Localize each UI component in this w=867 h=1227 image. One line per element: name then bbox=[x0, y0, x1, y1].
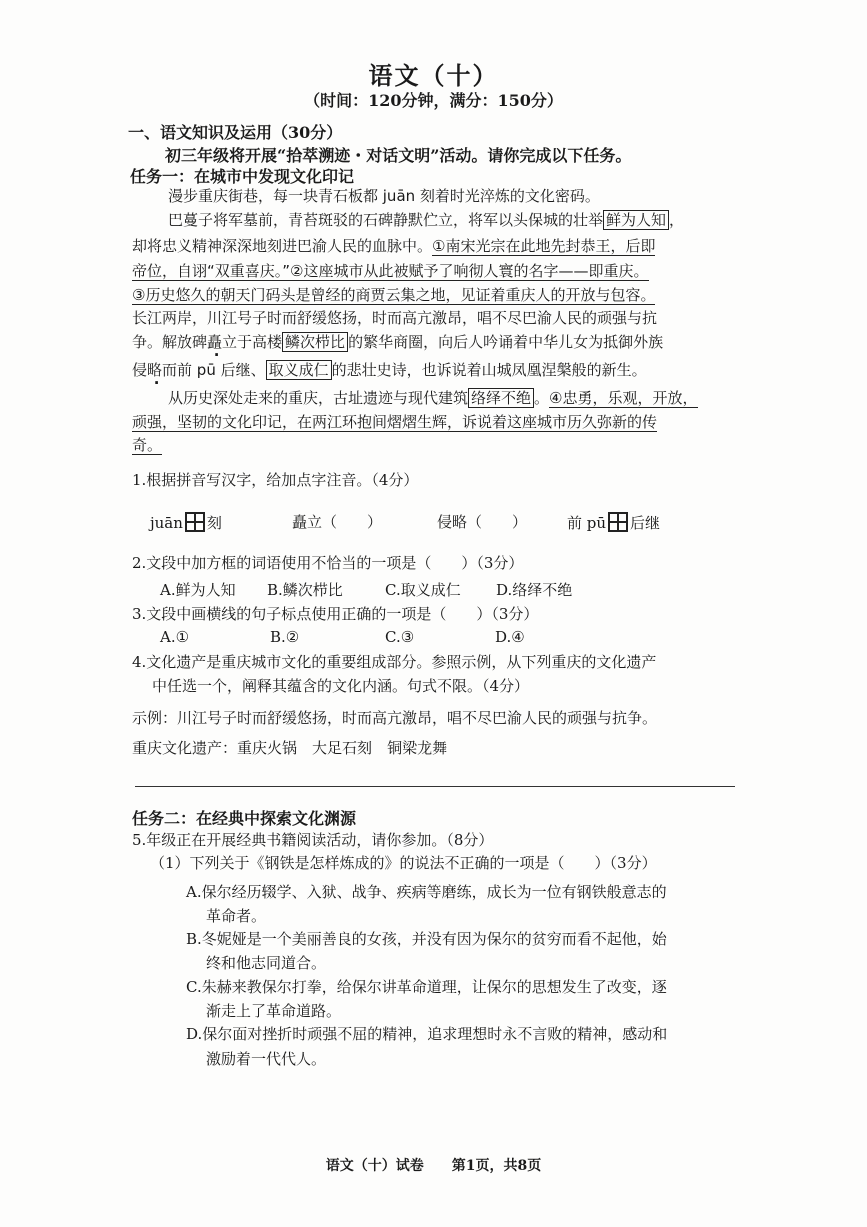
boxed-word: 鳞次栉比 bbox=[282, 332, 348, 352]
boxed-word: 鲜为人知 bbox=[603, 210, 669, 230]
underlined-sentence: ②这座城市从此被赋予了响彻人寰的名字——即重庆。 bbox=[290, 262, 649, 280]
q3-option-c[interactable]: C.③ bbox=[385, 628, 415, 646]
answer-grid-box[interactable] bbox=[608, 512, 628, 532]
q2-option-a[interactable]: A.鲜为人知 bbox=[160, 581, 236, 599]
activity-intro: 初三年级将开展“拾萃溯迹・对话文明”活动。请你完成以下任务。 bbox=[165, 146, 632, 165]
q5-option-b[interactable]: B.冬妮娅是一个美丽善良的女孩，并没有因为保尔的贫穷而看不起他，始 bbox=[186, 930, 667, 948]
answer-grid-box[interactable] bbox=[185, 512, 205, 532]
passage-line: 争。解放碑矗立于高楼 鳞次栉比 的繁华商圈，向后人吟诵着中华儿女为抵御外族 bbox=[132, 333, 664, 351]
q5-option-d-cont: 激励着一代代人。 bbox=[206, 1050, 327, 1068]
q1-item-2: 矗立（ ） bbox=[292, 513, 383, 531]
q2-option-c[interactable]: C.取义成仁 bbox=[385, 581, 461, 599]
page-footer: 语文（十）试卷 第1页，共8页 bbox=[325, 1158, 542, 1174]
question-5-1-stem: （1）下列关于《钢铁是怎样炼成的》的说法不正确的一项是（ ）（3分） bbox=[150, 854, 657, 872]
passage-line: 漫步重庆街巷，每一块青石板都 juān 刻着时光淬炼的文化密码。 bbox=[168, 187, 600, 205]
exam-info: （时间：120分钟，满分：150分） bbox=[304, 91, 563, 110]
q1-item-1: juān 刻 bbox=[150, 514, 222, 532]
passage-line: 却将忠义精神深深地刻进巴渝人民的血脉中。①南宋光宗在此地先封恭王，后即 bbox=[132, 237, 656, 255]
question-2-stem: 2.文段中加方框的词语使用不恰当的一项是（ ）（3分） bbox=[132, 554, 524, 572]
q2-option-d[interactable]: D.络绎不绝 bbox=[496, 581, 573, 599]
q1-item-3: 侵略（ ） bbox=[437, 513, 528, 531]
passage-line: 侵略而前 pū 后继、 取义成仁 的悲壮史诗，也诉说着山城凤凰涅槃般的新生。 bbox=[132, 361, 647, 379]
passage-line: 巴蔓子将军墓前，青苔斑驳的石碑静默伫立，将军以头保城的壮举 鲜为人知 ， bbox=[168, 211, 685, 229]
underlined-sentence: ①南宋光宗在此地先封恭王，后即 bbox=[432, 237, 656, 255]
question-4-stem: 中任选一个，阐释其蕴含的文化内涵。句式不限。（4分） bbox=[152, 677, 530, 695]
passage-line bbox=[132, 412, 657, 432]
dotted-char: 矗 bbox=[207, 333, 223, 351]
task2-heading: 任务二：在经典中探索文化渊源 bbox=[132, 809, 357, 828]
passage-line bbox=[132, 261, 649, 281]
q1-item-4: 前 pū 后继 bbox=[567, 514, 661, 532]
question-3-stem: 3.文段中画横线的句子标点使用正确的一项是（ ）（3分） bbox=[132, 605, 539, 623]
passage-line bbox=[132, 435, 162, 455]
underlined-sentence: 帝位，自诩“双重喜庆。” bbox=[132, 262, 291, 280]
task1-heading: 任务一：在城市中发现文化印记 bbox=[130, 167, 355, 186]
q3-option-d[interactable]: D.④ bbox=[495, 628, 525, 646]
underlined-sentence: 奇。 bbox=[132, 436, 163, 454]
answer-line[interactable] bbox=[135, 786, 735, 787]
q5-option-a-cont: 革命者。 bbox=[206, 907, 267, 925]
q3-option-a[interactable]: A.① bbox=[160, 628, 190, 646]
q5-option-d[interactable]: D.保尔面对挫折时顽强不屈的精神，追求理想时永不言败的精神，感动和 bbox=[186, 1025, 668, 1043]
question-4-stem: 4.文化遗产是重庆城市文化的重要组成部分。参照示例，从下列重庆的文化遗产 bbox=[132, 653, 657, 671]
passage-line bbox=[132, 285, 655, 305]
underlined-sentence: 顽强，坚韧的文化印记，在两江环抱间熠熠生辉，诉说着这座城市历久弥新的传 bbox=[132, 413, 658, 431]
boxed-word: 取义成仁 bbox=[266, 360, 332, 380]
q5-option-a[interactable]: A.保尔经历辍学、入狱、战争、疾病等磨练，成长为一位有钢铁般意志的 bbox=[186, 883, 667, 901]
q4-example: 示例：川江号子时而舒缓悠扬，时而高亢激昂，唱不尽巴渝人民的顽强与抗争。 bbox=[132, 709, 658, 727]
dotted-char: 略 bbox=[147, 361, 163, 379]
boxed-word: 络绎不绝 bbox=[468, 388, 534, 408]
q2-option-b[interactable]: B.鳞次栉比 bbox=[267, 581, 343, 599]
question-5-stem: 5.年级正在开展经典书籍阅读活动，请你参加。（8分） bbox=[132, 831, 494, 849]
question-1-stem: 1.根据拼音写汉字，给加点字注音。（4分） bbox=[132, 471, 419, 489]
section-heading: 一、语文知识及运用（30分） bbox=[128, 123, 343, 142]
q3-option-b[interactable]: B.② bbox=[270, 628, 300, 646]
passage-line: 长江两岸，川江号子时而舒缓悠扬，时而高亢激昂，唱不尽巴渝人民的顽强与抗 bbox=[132, 309, 658, 327]
q4-heritage-list: 重庆文化遗产：重庆火锅 大足石刻 铜梁龙舞 bbox=[132, 739, 448, 757]
passage-line: 从历史深处走来的重庆，古址遗迹与现代建筑 络绎不绝 。④忠勇，乐观，开放， bbox=[168, 389, 698, 407]
page-title: 语文（十） bbox=[368, 61, 499, 90]
q5-option-c[interactable]: C.朱赫来教保尔打拳，给保尔讲革命道理，让保尔的思想发生了改变，逐 bbox=[186, 978, 667, 996]
underlined-sentence: ④忠勇，乐观，开放， bbox=[549, 389, 698, 407]
q5-option-c-cont: 渐走上了革命道路。 bbox=[206, 1002, 342, 1020]
q5-option-b-cont: 终和他志同道合。 bbox=[206, 954, 327, 972]
underlined-sentence: ③历史悠久的朝天门码头是曾经的商贾云集之地，见证着重庆人的开放与包容。 bbox=[132, 286, 656, 304]
